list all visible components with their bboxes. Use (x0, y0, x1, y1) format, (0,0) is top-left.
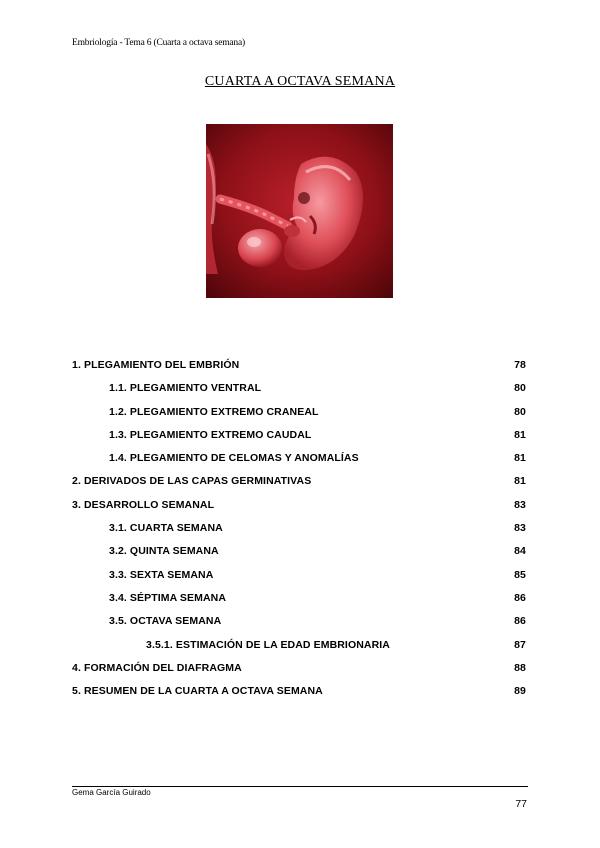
toc-entry[interactable] (72, 637, 528, 660)
toc-entry-label: 1.3. PLEGAMIENTO EXTREMO CAUDAL (109, 428, 312, 441)
toc-entry-page: 84 (514, 545, 526, 558)
toc-entry-page: 86 (514, 591, 526, 604)
toc-entry-label: 3.2. QUINTA SEMANA (109, 545, 219, 558)
toc-entry-label: 3.1. CUARTA SEMANA (109, 522, 223, 535)
running-header: Embriología - Tema 6 (Cuarta a octava semana) (72, 38, 245, 48)
toc-entry[interactable] (72, 357, 528, 380)
toc-entry-label: 3.4. SÉPTIMA SEMANA (109, 591, 227, 604)
toc-entry-page: 85 (514, 568, 526, 581)
toc-entry[interactable] (72, 543, 528, 566)
page-title: CUARTA A OCTAVA SEMANA (204, 74, 396, 89)
toc-entry[interactable] (72, 567, 528, 590)
toc-entry-page: 81 (514, 428, 526, 441)
toc-entry[interactable] (72, 427, 528, 450)
toc-entry[interactable] (72, 520, 528, 543)
toc-entry-page: 87 (514, 638, 526, 651)
toc-entry-label: 3.3. SEXTA SEMANA (109, 568, 214, 581)
toc-entry-label: 3. DESARROLLO SEMANAL (72, 498, 215, 511)
toc-entry[interactable] (72, 450, 528, 473)
toc-entry-page: 83 (514, 498, 526, 511)
toc-entry-page: 83 (514, 522, 526, 535)
toc-entry[interactable] (72, 404, 528, 427)
toc-entry[interactable] (72, 380, 528, 403)
footer-author: Gema García Guirado (72, 788, 151, 797)
table-of-contents (72, 357, 528, 706)
toc-entry-label: 1.4. PLEGAMIENTO DE CELOMAS Y ANOMALÍAS (109, 452, 359, 465)
toc-entry-label: 1.1. PLEGAMIENTO VENTRAL (109, 382, 262, 395)
toc-entry[interactable] (72, 590, 528, 613)
toc-entry-page: 78 (514, 359, 526, 371)
toc-entry[interactable] (72, 497, 528, 520)
toc-entry-page: 86 (514, 615, 526, 628)
toc-entry-page: 80 (514, 405, 526, 418)
toc-entry[interactable] (72, 660, 528, 683)
toc-entry-label: 5. RESUMEN DE LA CUARTA A OCTAVA SEMANA (72, 685, 323, 698)
page-number: 77 (515, 798, 527, 810)
toc-entry[interactable] (72, 683, 528, 706)
toc-entry-label: 4. FORMACIÓN DEL DIAFRAGMA (72, 661, 242, 674)
toc-entry[interactable] (72, 473, 528, 496)
toc-entry-label: 3.5.1. ESTIMACIÓN DE LA EDAD EMBRIONARIA (146, 638, 390, 651)
toc-entry-page: 81 (514, 452, 526, 465)
embryo-photo-icon (206, 124, 393, 298)
toc-entry-label: 1. PLEGAMIENTO DEL EMBRIÓN (72, 359, 240, 371)
toc-entry-label: 2. DERIVADOS DE LAS CAPAS GERMINATIVAS (72, 475, 312, 488)
toc-entry-page: 89 (514, 685, 526, 698)
footer-divider (72, 786, 528, 787)
toc-entry-page: 80 (514, 382, 526, 395)
embryo-photo (206, 124, 393, 298)
toc-entry-page: 81 (514, 475, 526, 488)
toc-entry[interactable] (72, 613, 528, 636)
toc-entry-page: 88 (514, 661, 526, 674)
toc-entry-label: 3.5. OCTAVA SEMANA (109, 615, 222, 628)
toc-entry-label: 1.2. PLEGAMIENTO EXTREMO CRANEAL (109, 405, 319, 418)
